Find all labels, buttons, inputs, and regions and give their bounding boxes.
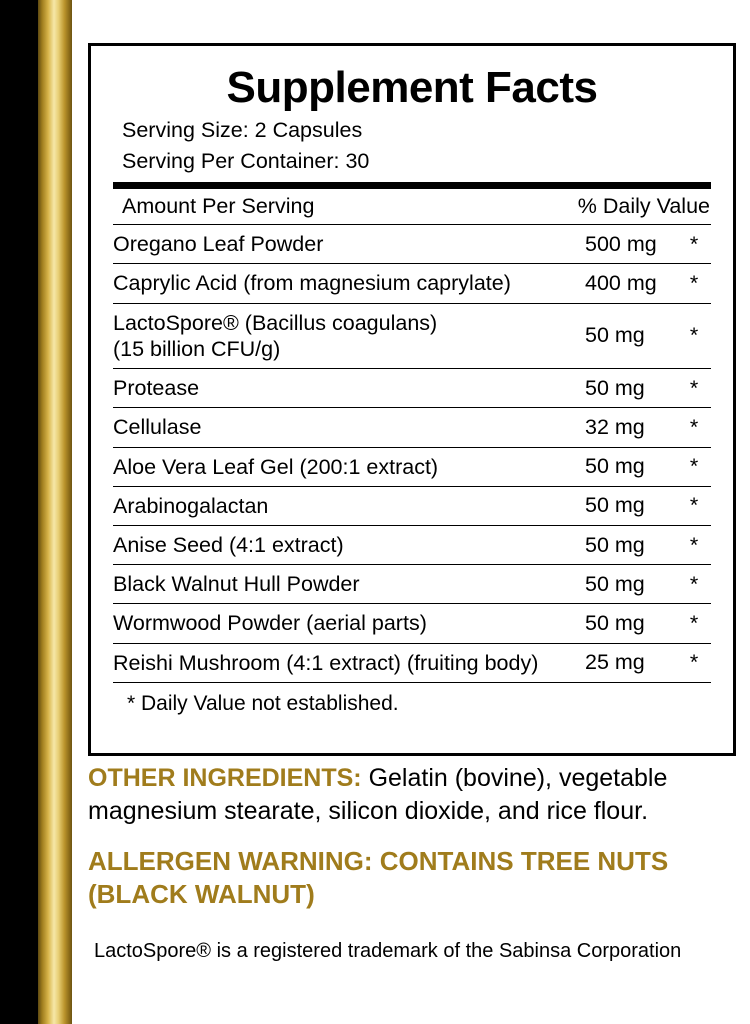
ingredient-amount: 50 mg <box>585 447 677 486</box>
amount-per-serving-header: Amount Per Serving <box>122 194 315 219</box>
other-ingredients <box>88 762 750 827</box>
ingredient-daily-value: * <box>677 447 711 486</box>
daily-value-footnote: * Daily Value not established. <box>113 682 711 716</box>
ingredient-amount: 50 mg <box>585 369 677 408</box>
ingredient-daily-value: * <box>677 643 711 682</box>
ingredient-name: Reishi Mushroom (4:1 extract) (fruiting body) <box>113 643 585 682</box>
ingredient-amount: 50 mg <box>585 303 677 368</box>
ingredient-name: Oregano Leaf Powder <box>113 225 585 264</box>
allergen-warning: ALLERGEN WARNING: CONTAINS TREE NUTS (BLACK WALNUT) <box>88 846 669 910</box>
ingredient-name: Protease <box>113 369 585 408</box>
ingredient-daily-value: * <box>677 525 711 564</box>
ingredient-daily-value: * <box>677 486 711 525</box>
ingredient-daily-value: * <box>677 225 711 264</box>
other-ingredients-heading: OTHER INGREDIENTS: <box>88 764 362 792</box>
ingredient-daily-value: * <box>677 369 711 408</box>
ingredient-name: Aloe Vera Leaf Gel (200:1 extract) <box>113 447 585 486</box>
label-content <box>72 0 750 1024</box>
black-stripe <box>0 0 38 1024</box>
thick-divider <box>113 182 711 189</box>
table-row <box>113 447 711 486</box>
gold-stripe <box>38 0 72 1024</box>
daily-value-header: % Daily Value <box>577 194 710 219</box>
ingredient-name: Anise Seed (4:1 extract) <box>113 525 585 564</box>
supplement-facts-table <box>113 224 711 682</box>
ingredient-name: Caprylic Acid (from magnesium caprylate) <box>113 264 585 303</box>
ingredient-daily-value: * <box>677 565 711 604</box>
trademark-note: LactoSpore® is a registered trademark of the Sabinsa Corporation <box>94 939 682 962</box>
ingredient-amount: 500 mg <box>585 225 677 264</box>
ingredient-daily-value: * <box>677 408 711 447</box>
serving-size: Serving Size: 2 Capsules <box>122 118 363 143</box>
ingredient-name: Wormwood Powder (aerial parts) <box>113 604 585 643</box>
other-ingredients-text: Gelatin (bovine), vegetable magnesium stearate, silicon dioxide, and rice flour. <box>88 764 668 825</box>
ingredient-daily-value: * <box>677 604 711 643</box>
ingredient-amount: 25 mg <box>585 643 677 682</box>
ingredient-amount: 50 mg <box>585 486 677 525</box>
ingredient-amount: 400 mg <box>585 264 677 303</box>
ingredient-amount: 50 mg <box>585 525 677 564</box>
table-row <box>113 225 711 264</box>
table-row <box>113 408 711 447</box>
table-row <box>113 643 711 682</box>
ingredient-name: Black Walnut Hull Powder <box>113 565 585 604</box>
ingredient-daily-value: * <box>677 264 711 303</box>
ingredient-name: Cellulase <box>113 408 585 447</box>
page-title: Supplement Facts <box>226 63 598 112</box>
supplement-facts-panel <box>88 43 736 756</box>
serving-per-container: Serving Per Container: 30 <box>122 148 370 173</box>
ingredient-daily-value: * <box>677 303 711 368</box>
table-row <box>113 525 711 564</box>
ingredient-name: LactoSpore® (Bacillus coagulans) (15 billion CFU/g) <box>113 303 585 368</box>
ingredient-amount: 50 mg <box>585 565 677 604</box>
table-row <box>113 264 711 303</box>
table-row <box>113 486 711 525</box>
decorative-left-border <box>0 0 72 1024</box>
below-panel-text <box>88 762 750 964</box>
table-row <box>113 369 711 408</box>
ingredient-amount: 32 mg <box>585 408 677 447</box>
table-row <box>113 565 711 604</box>
ingredient-name: Arabinogalactan <box>113 486 585 525</box>
table-row <box>113 604 711 643</box>
table-row <box>113 303 711 368</box>
ingredient-amount: 50 mg <box>585 604 677 643</box>
facts-column-headers <box>113 189 711 224</box>
